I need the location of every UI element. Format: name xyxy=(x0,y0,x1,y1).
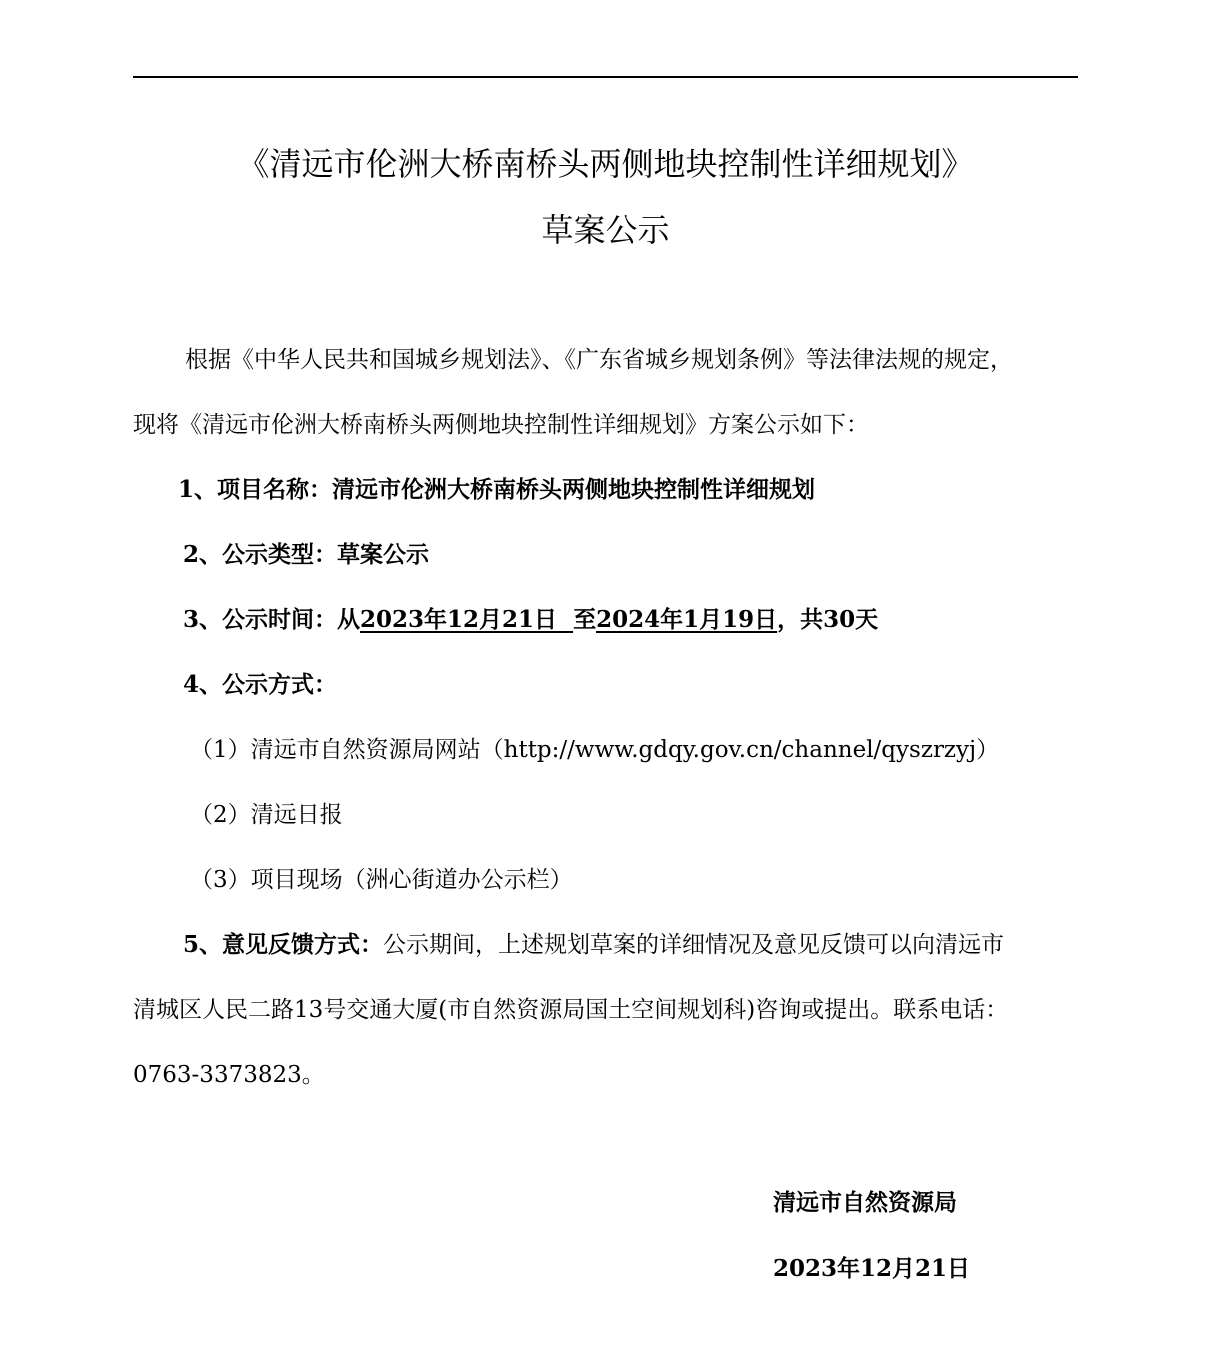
item-feedback-label: 5、意见反馈方式： xyxy=(183,931,384,958)
intro-line-2: 现将《清远市伦洲大桥南桥头两侧地块控制性详细规划》方案公示如下： xyxy=(133,412,869,438)
item-notice-period-to: 至 xyxy=(573,606,597,633)
item-notice-period-from: 从 xyxy=(337,606,361,633)
item-project-name xyxy=(178,475,815,505)
document-title: 《清远市伦洲大桥南桥头两侧地块控制性详细规划》 xyxy=(237,145,974,183)
item-notice-type-value: 草案公示 xyxy=(337,541,430,568)
item-project-name-value: 清远市伦洲大桥南桥头两侧地块控制性详细规划 xyxy=(332,476,816,503)
item-feedback xyxy=(183,930,1004,960)
item-feedback-line-1: 公示期间，上述规划草案的详细情况及意见反馈可以向清远市 xyxy=(383,932,1005,958)
document-subtitle: 草案公示 xyxy=(541,211,670,249)
intro-line-1: 根据《中华人民共和国城乡规划法》、《广东省城乡规划条例》等法律法规的规定， xyxy=(185,347,1013,373)
item-notice-period-start: 2023年12月21日 xyxy=(360,606,574,633)
signature-organization: 清远市自然资源局 xyxy=(773,1189,957,1216)
signature-date: 2023年12月21日 xyxy=(773,1255,971,1282)
item-notice-period-total: ，共30天 xyxy=(777,606,879,633)
method-newspaper: （2）清远日报 xyxy=(190,802,343,828)
method-onsite: （3）项目现场（洲心街道办公示栏） xyxy=(190,867,573,893)
item-feedback-phone: 0763-3373823。 xyxy=(133,1062,325,1088)
item-project-name-label: 1、项目名称： xyxy=(178,476,333,503)
item-notice-method: 4、公示方式： xyxy=(183,671,338,698)
item-notice-type-label: 2、公示类型： xyxy=(183,541,338,568)
item-notice-period xyxy=(183,605,878,635)
item-notice-period-end: 2024年1月19日 xyxy=(596,606,778,633)
item-notice-period-label: 3、公示时间： xyxy=(183,606,338,633)
item-feedback-line-2: 清城区人民二路13号交通大厦(市自然资源局国土空间规划科)咨询或提出。联系电话： xyxy=(133,997,1009,1023)
method-website: （1）清远市自然资源局网站（http://www.gdqy.gov.cn/channel/qyszrzyj） xyxy=(190,737,1000,763)
item-notice-type xyxy=(183,540,429,570)
header-rule xyxy=(133,76,1078,78)
